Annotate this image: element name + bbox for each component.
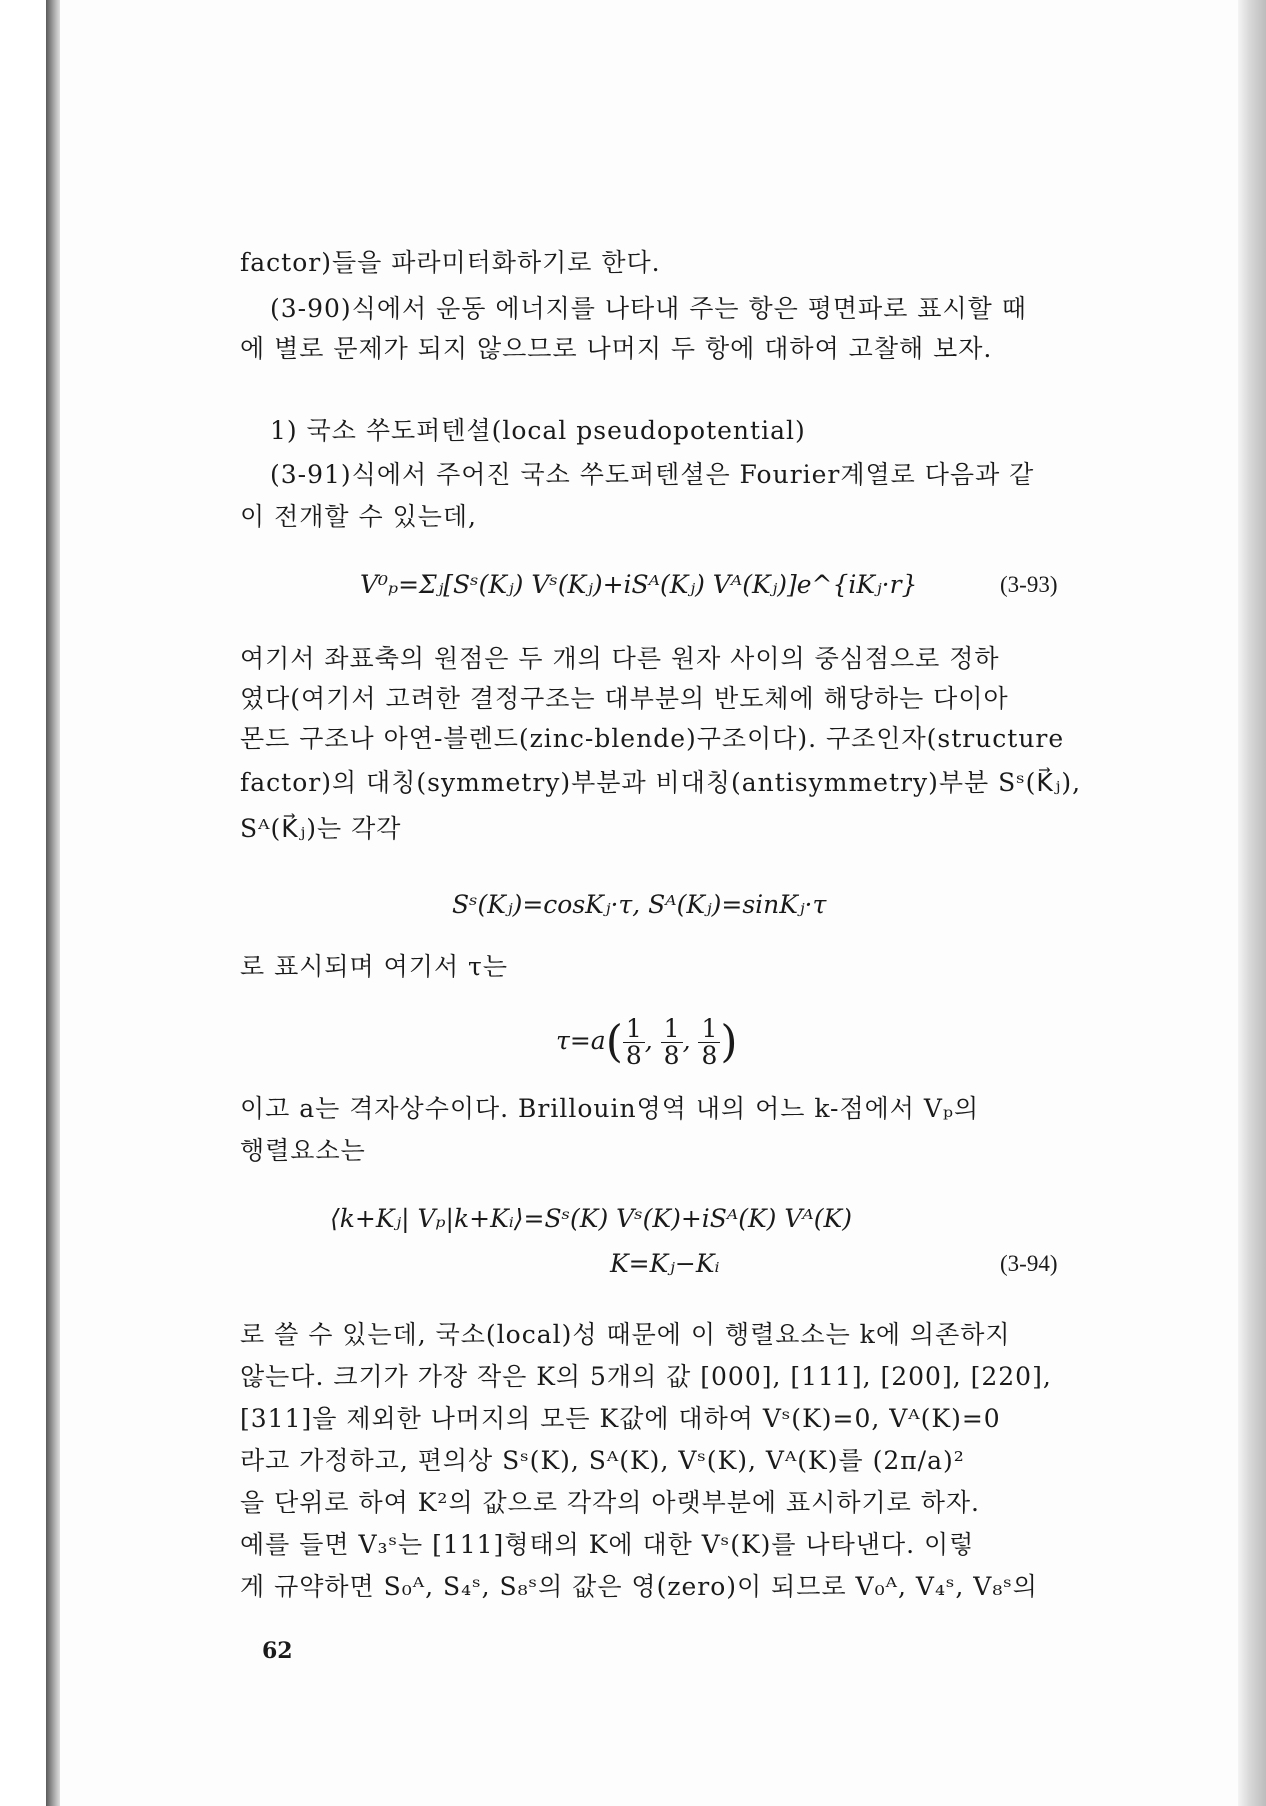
equation-structure-factor: Sˢ(Kⱼ)=cosKⱼ·τ, Sᴬ(Kⱼ)=sinKⱼ·τ: [452, 890, 827, 919]
text-line: 라고 가정하고, 편의상 Sˢ(K), Sᴬ(K), Vˢ(K), Vᴬ(K)를 (2π/a)²: [240, 1446, 965, 1475]
fraction: $\frac{1}{8}$: [698, 1016, 720, 1069]
text-line: factor)들을 파라미터화하기로 한다.: [240, 248, 661, 277]
text-line: 였다(여기서 고려한 결정구조는 대부분의 반도체에 해당하는 다이아: [240, 684, 1009, 713]
text-line: [311]을 제외한 나머지의 모든 K값에 대하여 Vˢ(K)=0, Vᴬ(K)=0: [240, 1404, 1001, 1433]
page-number: 62: [262, 1638, 293, 1664]
text-line: 에 별로 문제가 되지 않으므로 나머지 두 항에 대하여 고찰해 보자.: [240, 334, 993, 363]
text-line: 게 규약하면 S₀ᴬ, S₄ˢ, S₈ˢ의 값은 영(zero)이 되므로 V₀ᴬ, V₄ˢ, V₈ˢ의: [240, 1572, 1038, 1601]
text-line: factor)의 대칭(symmetry)부분과 비대칭(antisymmetry)부분 Sˢ(K⃗ⱼ),: [240, 768, 1082, 797]
fraction: $\frac{1}{8}$: [661, 1016, 683, 1069]
page-right-edge: [1238, 0, 1266, 1806]
text-line: 이고 a는 격자상수이다. Brillouin영역 내의 어느 k-점에서 Vₚ의: [240, 1094, 980, 1123]
fraction: $\frac{1}{8}$: [623, 1016, 645, 1069]
text-line: (3-91)식에서 주어진 국소 쑤도퍼텐셜은 Fourier계열로 다음과 같: [270, 460, 1035, 489]
text-line: 예를 들면 V₃ˢ는 [111]형태의 K에 대한 Vˢ(K)를 나타낸다. 이렇: [240, 1530, 975, 1559]
equation-3-94: ⟨k+Kⱼ| Vₚ|k+Kᵢ⟩=Sˢ(K) Vˢ(K)+iSᴬ(K) Vᴬ(K): [330, 1204, 852, 1233]
equation-tau: τ=a( $\frac{1}{8}$ , $\frac{1}{8}$ , $\frac{1}{8}$ ): [556, 1014, 738, 1070]
text-line: 로 쓸 수 있는데, 국소(local)성 때문에 이 행렬요소는 k에 의존하지: [240, 1320, 1011, 1349]
text-line: 을 단위로 하여 K²의 값으로 각각의 아랫부분에 표시하기로 하자.: [240, 1488, 980, 1517]
text-line: 행렬요소는: [240, 1136, 366, 1165]
text-line: 로 표시되며 여기서 τ는: [240, 952, 509, 981]
equation-3-94-k: K=Kⱼ−Kᵢ: [610, 1249, 720, 1278]
text-line: Sᴬ(K⃗ⱼ)는 각각: [240, 814, 402, 843]
equation-number: (3-93): [1000, 572, 1058, 597]
tau-lhs: τ=a: [556, 1026, 606, 1055]
text-line: 몬드 구조나 아연-블렌드(zinc-blende)구조이다). 구조인자(structure: [240, 724, 1065, 753]
text-line: 않는다. 크기가 가장 작은 K의 5개의 값 [000], [111], [200], [220],: [240, 1362, 1052, 1391]
equation-3-93: V⁰ₚ=Σⱼ[Sˢ(Kⱼ) Vˢ(Kⱼ)+iSᴬ(Kⱼ) Vᴬ(Kⱼ)]e^{iKⱼ·r}: [360, 570, 918, 599]
section-heading: 1) 국소 쑤도퍼텐셜(local pseudopotential): [270, 416, 806, 445]
text-line: 여기서 좌표축의 원점은 두 개의 다른 원자 사이의 중심점으로 정하: [240, 644, 1000, 673]
text-line: (3-90)식에서 운동 에너지를 나타내 주는 항은 평면파로 표시할 때: [270, 294, 1027, 323]
equation-number: (3-94): [1000, 1251, 1058, 1276]
text-line: 이 전개할 수 있는데,: [240, 502, 477, 531]
